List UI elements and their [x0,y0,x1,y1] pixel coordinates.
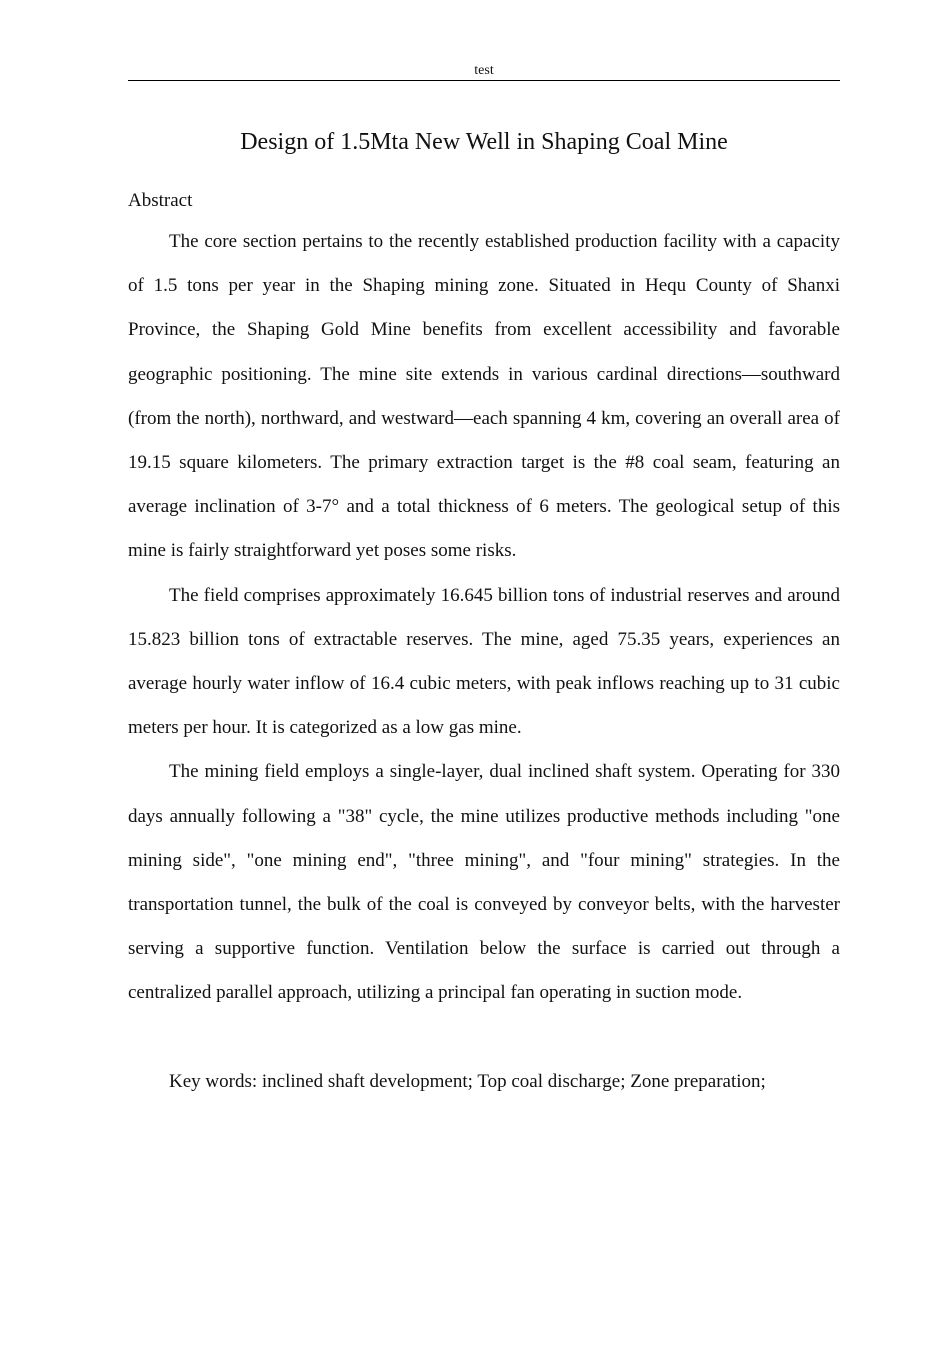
abstract-heading: Abstract [128,190,193,211]
abstract-body [128,220,840,1104]
running-header: test [474,63,494,78]
abstract-paragraph-1: The core section pertains to the recently established production facility with a capacity of 1.5 tons per year in the Shaping mining zone. Situated in Hequ County of Shanxi Province, the Shaping Gold Mine benefits from excellent accessibility and favorable geographic positioning. The mine site extends in various cardinal directions—southward (from the north), northward, and westward—each spanning 4 km, covering an overall area of 19.15 square kilometers. The primary extraction target is the #8 coal seam, featuring an average inclination of 3-7° and a total thickness of 6 meters. The geological setup of this mine is fairly straightforward yet poses some risks. [128,231,840,562]
abstract-paragraph-3: The mining field employs a single-layer, dual inclined shaft system. Operating for 330 days annually following a "38" cycle, the mine utilizes productive methods including "one mining side", "one mining end", "three mining", and "four mining" strategies. In the transportation tunnel, the bulk of the coal is conveyed by conveyor belts, with the harvester serving a supportive function. Ventilation below the surface is carried out through a centralized parallel approach, utilizing a principal fan operating in suction mode. [128,761,840,1004]
header-rule [128,80,840,81]
document-title: Design of 1.5Mta New Well in Shaping Coal Mine [240,129,728,155]
abstract-paragraph-2: The field comprises approximately 16.645 billion tons of industrial reserves and around 15.823 billion tons of extractable reserves. The mine, aged 75.35 years, experiences an average hourly water inflow of 16.4 cubic meters, with peak inflows reaching up to 31 cubic meters per hour. It is categorized as a low gas mine. [128,584,840,739]
keywords-line: Key words: inclined shaft development; Top coal discharge; Zone preparation; [169,1070,766,1092]
